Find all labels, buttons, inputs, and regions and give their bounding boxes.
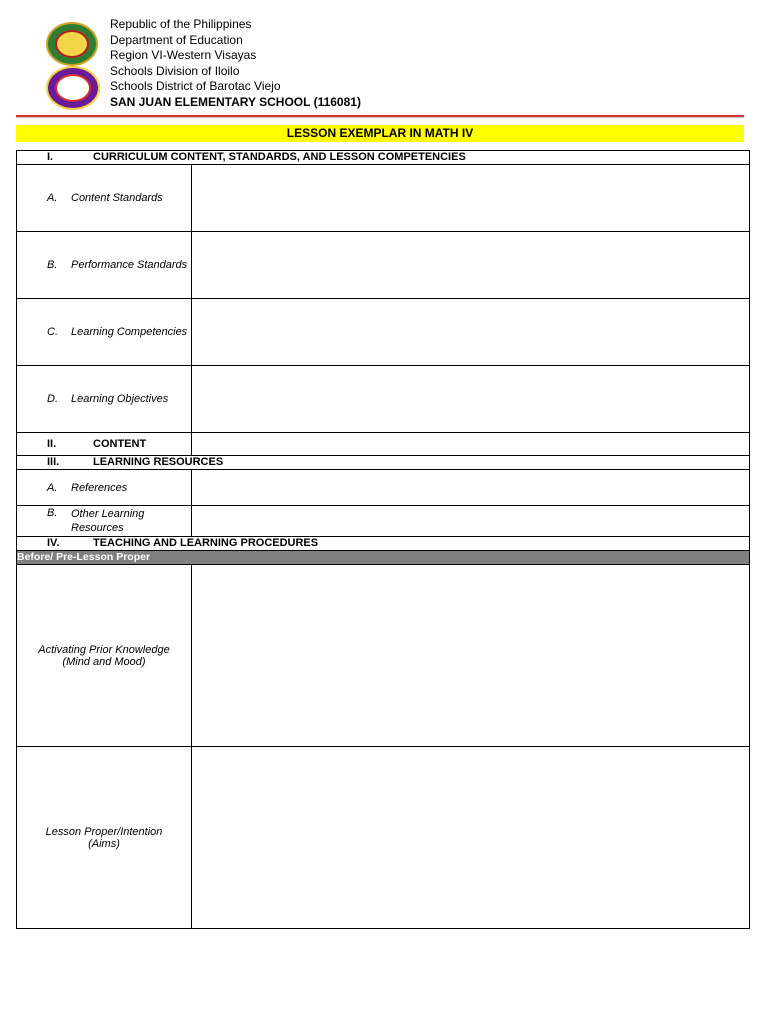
item-label-cell	[17, 470, 192, 506]
header-text-block	[110, 17, 361, 111]
references-input-cell[interactable]	[192, 470, 750, 506]
deped-seal-logo	[46, 22, 98, 66]
item-label-cell	[17, 506, 192, 537]
item-label-cell	[17, 366, 192, 433]
item-letter: B.	[47, 507, 58, 519]
item-label-cell	[17, 165, 192, 232]
phase-header-row	[17, 551, 750, 565]
content-input-cell[interactable]	[192, 433, 750, 456]
procedure-sublabel: (Mind and Mood)	[62, 655, 146, 668]
section-number: I.	[47, 151, 54, 163]
procedure-label: Activating Prior Knowledge	[38, 643, 170, 656]
item-letter: D.	[47, 393, 58, 405]
section-title: TEACHING AND LEARNING PROCEDURES	[93, 537, 319, 549]
item-label: Performance Standards	[71, 259, 188, 271]
header-divider	[16, 115, 744, 117]
item-label-cell	[17, 232, 192, 299]
performance-standards-input-cell[interactable]	[192, 232, 750, 299]
document-title: LESSON EXEMPLAR IN MATH IV	[16, 125, 744, 142]
procedure-label-cell	[17, 747, 192, 929]
header-line-district: Schools District of Barotac Viejo	[110, 79, 281, 94]
table-row	[17, 565, 750, 747]
item-letter: B.	[47, 259, 58, 271]
learning-competencies-input-cell[interactable]	[192, 299, 750, 366]
section-row-procedures	[17, 537, 750, 551]
table-row	[17, 470, 750, 506]
header-school-name: SAN JUAN ELEMENTARY SCHOOL (116081)	[110, 94, 361, 109]
lesson-proper-input-cell[interactable]	[192, 747, 750, 929]
table-row	[17, 506, 750, 537]
item-letter: A.	[47, 192, 58, 204]
document-header	[0, 0, 768, 120]
lesson-exemplar-table	[16, 150, 750, 929]
header-line-division: Schools Division of Iloilo	[110, 63, 240, 78]
section-number: II.	[47, 437, 57, 450]
header-line-country: Republic of the Philippines	[110, 17, 252, 31]
item-label: Learning Competencies	[71, 326, 188, 338]
learning-objectives-input-cell[interactable]	[192, 366, 750, 433]
header-line-region: Region VI-Western Visayas	[110, 48, 257, 63]
other-resources-input-cell[interactable]	[192, 506, 750, 537]
section-row-curriculum	[17, 151, 750, 165]
section-row-resources	[17, 456, 750, 470]
section-row-content	[17, 433, 750, 456]
table-row	[17, 165, 750, 232]
header-line-department: Department of Education	[110, 32, 243, 47]
procedure-label: Lesson Proper/Intention	[45, 825, 163, 838]
section-number: III.	[47, 456, 60, 468]
phase-header: Before/ Pre-Lesson Proper	[17, 551, 750, 565]
item-letter: C.	[47, 326, 58, 338]
section-title: LEARNING RESOURCES	[93, 456, 224, 468]
school-seal-logo	[46, 66, 100, 110]
item-label-cell	[17, 299, 192, 366]
item-label: References	[71, 481, 128, 494]
item-label: Other Learning Resources	[71, 508, 145, 534]
section-number: IV.	[47, 537, 60, 549]
content-standards-input-cell[interactable]	[192, 165, 750, 232]
table-row	[17, 232, 750, 299]
table-row	[17, 747, 750, 929]
table-row	[17, 299, 750, 366]
procedure-label-cell	[17, 565, 192, 747]
table-row	[17, 366, 750, 433]
section-title: CONTENT	[93, 437, 147, 450]
item-letter: A.	[47, 481, 58, 494]
activating-prior-knowledge-input-cell[interactable]	[192, 565, 750, 747]
item-label: Learning Objectives	[71, 393, 169, 405]
item-label: Content Standards	[71, 192, 163, 204]
procedure-sublabel: (Aims)	[88, 837, 120, 850]
section-title: CURRICULUM CONTENT, STANDARDS, AND LESSON COMPETENCIES	[93, 151, 466, 163]
